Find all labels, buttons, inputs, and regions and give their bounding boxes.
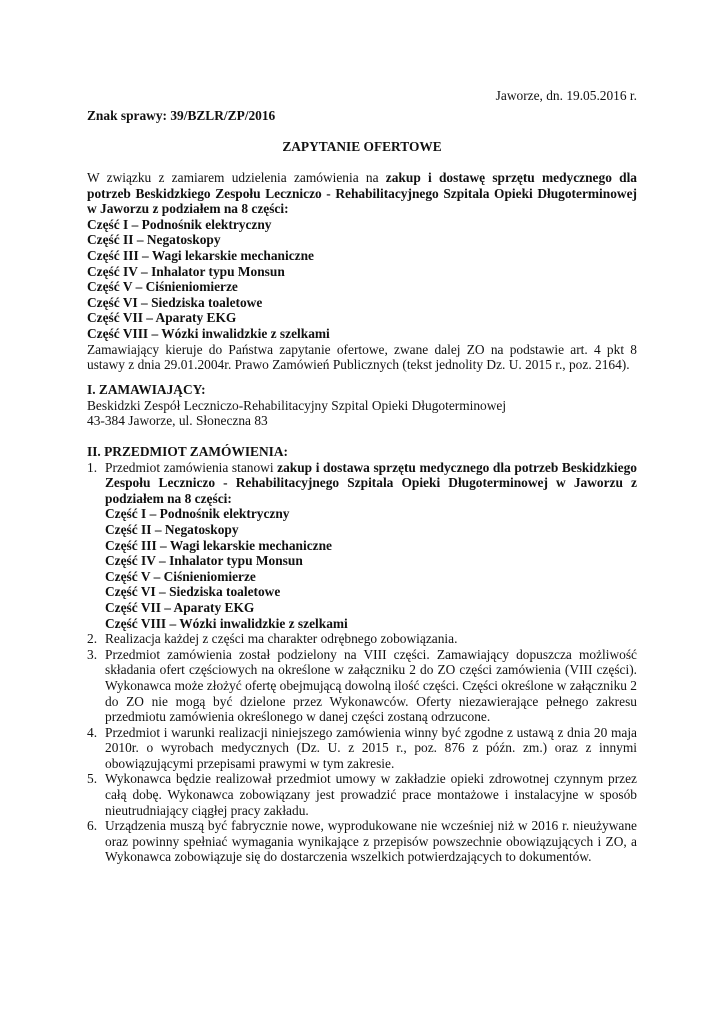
item-text: Wykonawca będzie realizował przedmiot umowy w zakładzie opieki zdrowotnej czynnym przez całą dobę. Wykonawca zobowiązany jest prowadzić prace montażowe i instalacyjne w sposób nieutrudniający ciągłej pracy zakładu.: [105, 771, 637, 818]
item-text: Realizacja każdej z części ma charakter odrębnego zobowiązania.: [105, 631, 458, 647]
authority-name: Beskidzki Zespół Leczniczo-Rehabilitacyjny Szpital Opieki Długoterminowej: [87, 397, 507, 413]
parts-list: [87, 217, 637, 342]
intro-section: [87, 170, 637, 373]
section-heading: II. PRZEDMIOT ZAMÓWIENIA:: [87, 444, 289, 459]
list-item: [87, 818, 637, 865]
part-item: Część III – Wagi lekarskie mechaniczne: [105, 537, 332, 553]
item-number: 5.: [87, 771, 98, 787]
item-number: 6.: [87, 818, 98, 834]
section-heading: I. ZAMAWIAJĄCY:: [87, 382, 206, 397]
list-item: [87, 631, 637, 647]
item-text: Przedmiot i warunki realizacji niniejszego zamówienia winny być zgodne z ustawą z dnia 20 maja 2010r. o wyrobach medycznych (Dz. U. z 2015 r., poz. 876 z późn. zm.) oraz z innymi obowiązującymi przepisami prawymi w tym zakresie.: [105, 724, 637, 771]
part-item: Część VIII – Wózki inwalidzkie z szelkami: [105, 615, 348, 631]
part-item: Część II – Negatoskopy: [87, 232, 221, 248]
part-item: Część IV – Inhalator typu Monsun: [105, 553, 303, 569]
section-contracting-authority: [87, 382, 637, 429]
item-text: Urządzenia muszą być fabrycznie nowe, wyprodukowane nie wcześniej niż w 2016 r. nieużywane oraz powinny spełniać wymagania wynikające z przepisów powszechnie obowiązujących i ZO, a Wykonawca zobowiązuje się do dostarczenia wszelkich potwierdzających to dokumentów.: [105, 818, 637, 865]
case-reference: Znak sprawy: 39/BZLR/ZP/2016: [87, 108, 276, 123]
intro-lead: W związku z zamiarem udzielenia zamówienia na: [87, 170, 386, 185]
intro-subject: zakup i dostawę sprzętu medycznego dla potrzeb Beskidzkiego Zespołu Leczniczo - Rehabilitacyjnego Szpitala Opieki Długoterminowej w Jaworzu z podziałem na 8 części:: [87, 170, 637, 217]
part-item: Część VI – Siedziska toaletowe: [105, 584, 281, 600]
item-number: 4.: [87, 724, 98, 740]
part-item: Część VII – Aparaty EKG: [87, 310, 237, 326]
item-number: 2.: [87, 631, 98, 647]
part-item: Część VIII – Wózki inwalidzkie z szelkami: [87, 325, 330, 341]
place-date: Jaworze, dn. 19.05.2016 r.: [495, 88, 637, 103]
section-subject: [87, 444, 637, 865]
parts-list: [105, 506, 637, 631]
item-text: Przedmiot zamówienia stanowi: [105, 459, 278, 475]
part-item: Część II – Negatoskopy: [105, 521, 239, 537]
document-title: ZAPYTANIE OFERTOWE: [282, 139, 442, 154]
item-text: Przedmiot zamówienia został podzielony na VIII części. Zamawiający dopuszcza możliwość składania ofert częściowych na określone w załączniku 2 do ZO części zamówienia (VIII części). Wykonawca może złożyć ofertę obejmującą dowolną ilość części. Części określone w załączniku 2 do ZO nie mogą być dzielone przez Wykonawców. Oferty niezawierające pełnego zakresu przedmiotu zamówienia określonego w danej części zostaną odrzucone.: [105, 646, 637, 725]
list-item: [87, 725, 637, 772]
item-subject: zakup i dostawa sprzętu medycznego dla potrzeb Beskidzkiego Zespołu Leczniczo - Rehabilitacyjnego Szpitala Opieki Długoterminowej w Jaworzu z podziałem na 8 części:: [105, 459, 637, 506]
list-item: [87, 460, 637, 632]
item-number: 3.: [87, 646, 98, 662]
subject-list: [87, 460, 637, 865]
part-item: Część IV – Inhalator typu Monsun: [87, 263, 285, 279]
part-item: Część III – Wagi lekarskie mechaniczne: [87, 247, 314, 263]
part-item: Część V – Ciśnieniomierze: [87, 279, 238, 295]
part-item: Część VII – Aparaty EKG: [105, 599, 255, 615]
intro-paragraph: [87, 170, 637, 217]
part-item: Część I – Podnośnik elektryczny: [87, 216, 272, 232]
item-number: 1.: [87, 459, 98, 475]
part-item: Część I – Podnośnik elektryczny: [105, 506, 290, 522]
part-item: Część V – Ciśnieniomierze: [105, 568, 256, 584]
list-item: [87, 771, 637, 818]
list-item: [87, 647, 637, 725]
authority-address: 43-384 Jaworze, ul. Słoneczna 83: [87, 413, 268, 429]
part-item: Część VI – Siedziska toaletowe: [87, 294, 263, 310]
legal-basis: Zamawiający kieruje do Państwa zapytanie ofertowe, zwane dalej ZO na podstawie art. 4 pkt 8 ustawy z dnia 29.01.2004r. Prawo Zamówień Publicznych (tekst jednolity Dz. U. 2015 r., poz. 2164).: [87, 341, 637, 373]
